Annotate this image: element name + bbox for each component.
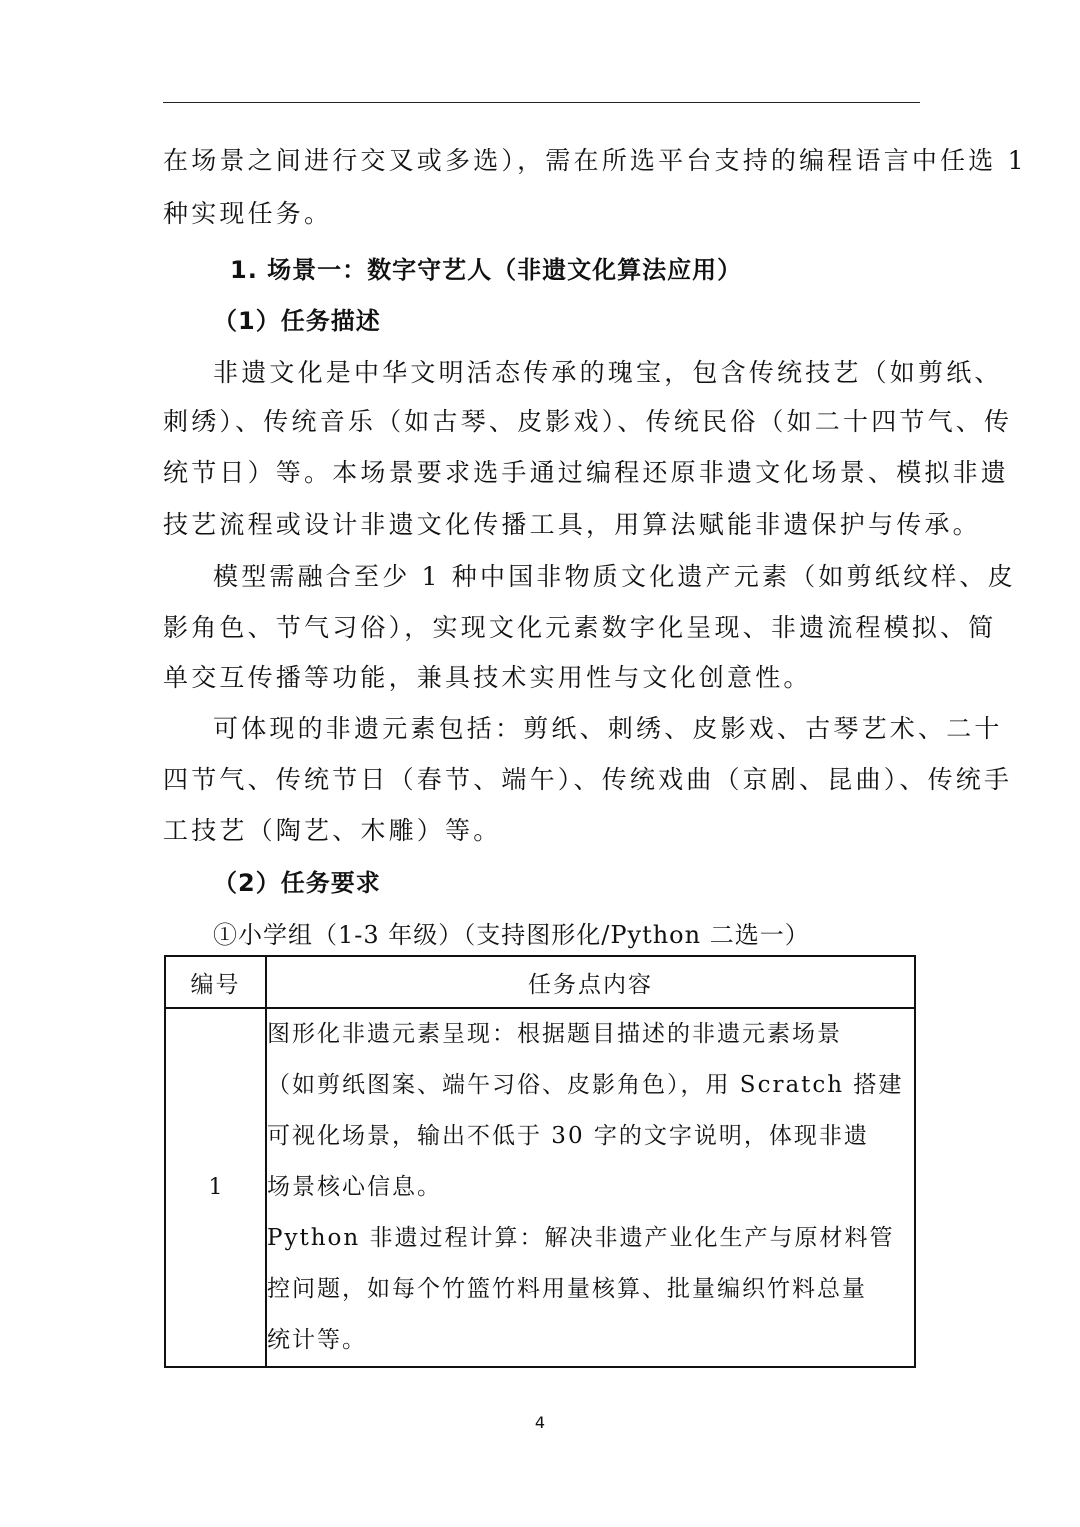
column-header-number: 编号 xyxy=(165,956,266,1008)
task-requirements-heading: （2）任务要求 xyxy=(213,869,381,897)
header-rule xyxy=(163,102,920,103)
paragraph-line: 工技艺（陶艺、木雕）等。 xyxy=(163,816,502,845)
content-line: Python 非遗过程计算：解决非遗产业化生产与原材料管 xyxy=(267,1225,895,1251)
section-title: 1. 场景一：数字守艺人（非遗文化算法应用） xyxy=(230,256,743,284)
content-line: 可视化场景，输出不低于 30 字的文字说明，体现非遗 xyxy=(267,1123,869,1149)
paragraph-line: 单交互传播等功能，兼具技术实用性与文化创意性。 xyxy=(163,663,812,692)
paragraph-line: 非遗文化是中华文明活态传承的瑰宝，包含传统技艺（如剪纸、 xyxy=(213,358,1003,387)
paragraph-line: 统节日）等。本场景要求选手通过编程还原非遗文化场景、模拟非遗 xyxy=(163,458,1010,487)
paragraph-line: 技艺流程或设计非遗文化传播工具，用算法赋能非遗保护与传承。 xyxy=(163,510,981,539)
group-caption: ①小学组（1-3 年级）（支持图形化/Python 二选一） xyxy=(213,921,810,949)
page-number: 4 xyxy=(534,1413,546,1432)
paragraph-line: 四节气、传统节日（春节、端午）、传统戏曲（京剧、昆曲）、传统手 xyxy=(163,765,1013,794)
task-description-heading: （1）任务描述 xyxy=(213,307,381,335)
paragraph-line: 可体现的非遗元素包括：剪纸、刺绣、皮影戏、古琴艺术、二十 xyxy=(213,714,1003,743)
table-row xyxy=(165,1008,915,1367)
content-line: 统计等。 xyxy=(267,1327,367,1353)
content-line: 图形化非遗元素呈现：根据题目描述的非遗元素场景 xyxy=(267,1021,842,1047)
content-line: 控问题，如每个竹篮竹料用量核算、批量编织竹料总量 xyxy=(267,1276,867,1302)
column-header-content: 任务点内容 xyxy=(266,956,915,1008)
paragraph-line: 刺绣）、传统音乐（如古琴、皮影戏）、传统民俗（如二十四节气、传 xyxy=(163,407,1013,436)
task-table xyxy=(164,955,916,1368)
intro-line: 种实现任务。 xyxy=(163,199,333,228)
row-number: 1 xyxy=(165,1008,266,1367)
content-line: （如剪纸图案、端午习俗、皮影角色），用 Scratch 搭建 xyxy=(267,1072,904,1098)
content-line: 场景核心信息。 xyxy=(267,1174,442,1200)
paragraph-line: 影角色、节气习俗），实现文化元素数字化呈现、非遗流程模拟、简 xyxy=(163,613,997,642)
table-header-row xyxy=(165,956,915,1008)
paragraph-line: 模型需融合至少 1 种中国非物质文化遗产元素（如剪纸纹样、皮 xyxy=(213,562,1016,591)
row-content xyxy=(266,1008,915,1367)
intro-line: 在场景之间进行交叉或多选），需在所选平台支持的编程语言中任选 1 xyxy=(163,146,1027,175)
